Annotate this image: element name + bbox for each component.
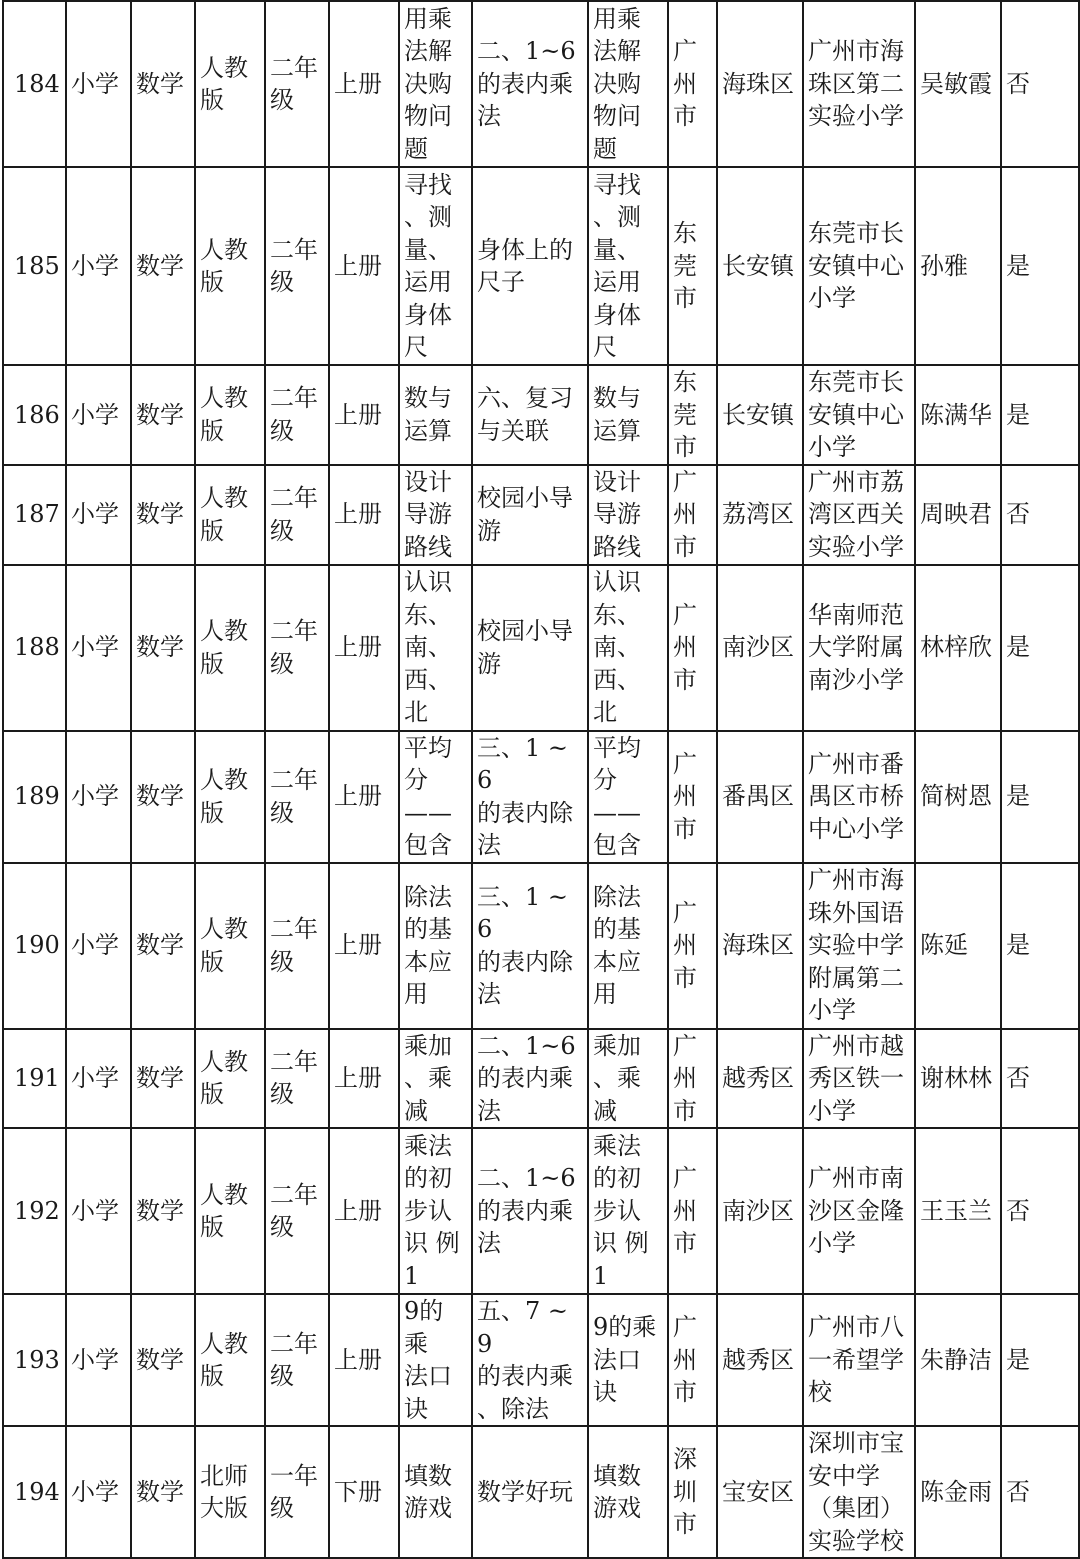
table-row [3,863,1079,1029]
topic-cell: 认识 东、 南、 西、 北 [399,565,472,731]
lesson-cell: 填数 游戏 [588,1426,668,1558]
school-cell: 华南师范 大学附属 南沙小学 [803,565,915,731]
edition-cell: 人教 版 [195,1128,265,1294]
edition-cell: 人教 版 [195,1294,265,1426]
topic-cell: 除法 的基 本应 用 [399,863,472,1029]
volume-cell: 上册 [329,863,399,1029]
volume-cell: 上册 [329,1029,399,1129]
grade-cell: 二年 级 [265,731,329,863]
teacher-cell: 谢林林 [915,1029,1001,1129]
lesson-cell: 9的乘 法口 诀 [588,1294,668,1426]
lesson-cell: 设计 导游 路线 [588,465,668,565]
subject-cell: 数学 [131,1294,195,1426]
unit-cell: 数学好玩 [472,1426,588,1558]
table-row [3,365,1079,465]
data-table [2,0,1080,1559]
edition-cell: 人教 版 [195,863,265,1029]
stage-cell: 小学 [66,1029,131,1129]
edition-cell: 北师 大版 [195,1426,265,1558]
district-cell: 番禺区 [717,731,803,863]
lesson-cell: 除法 的基 本应 用 [588,863,668,1029]
city-cell: 广 州 市 [668,863,717,1029]
row-number-cell: 189 [3,731,66,863]
lesson-cell: 乘法 的初 步认 识 例1 [588,1128,668,1294]
unit-cell: 校园小导 游 [472,565,588,731]
teacher-cell: 周映君 [915,465,1001,565]
teacher-cell: 王玉兰 [915,1128,1001,1294]
volume-cell: 上册 [329,1294,399,1426]
school-cell: 广州市番 禺区市桥 中心小学 [803,731,915,863]
school-cell: 广州市越 秀区铁一 小学 [803,1029,915,1129]
unit-cell: 五、7 ~ 9 的表内乘 、除法 [472,1294,588,1426]
row-number-cell: 194 [3,1426,66,1558]
flag-cell: 是 [1001,365,1079,465]
stage-cell: 小学 [66,465,131,565]
grade-cell: 二年 级 [265,365,329,465]
volume-cell: 上册 [329,1,399,167]
row-number-cell: 185 [3,167,66,365]
city-cell: 广 州 市 [668,1128,717,1294]
district-cell: 越秀区 [717,1029,803,1129]
grade-cell: 二年 级 [265,167,329,365]
topic-cell: 乘法 的初 步认 识 例 1 [399,1128,472,1294]
school-cell: 深圳市宝 安中学 （集团） 实验学校 [803,1426,915,1558]
teacher-cell: 陈延 [915,863,1001,1029]
district-cell: 南沙区 [717,565,803,731]
lesson-cell: 平均 分 —— 包含 [588,731,668,863]
stage-cell: 小学 [66,365,131,465]
district-cell: 长安镇 [717,167,803,365]
school-cell: 广州市南 沙区金隆 小学 [803,1128,915,1294]
school-cell: 广州市荔 湾区西关 实验小学 [803,465,915,565]
edition-cell: 人教 版 [195,365,265,465]
row-number-cell: 192 [3,1128,66,1294]
subject-cell: 数学 [131,1,195,167]
city-cell: 东 莞 市 [668,365,717,465]
lesson-cell: 数与 运算 [588,365,668,465]
flag-cell: 否 [1001,1,1079,167]
teacher-cell: 朱静洁 [915,1294,1001,1426]
unit-cell: 二、1~6 的表内乘 法 [472,1,588,167]
topic-cell: 数与 运算 [399,365,472,465]
teacher-cell: 陈金雨 [915,1426,1001,1558]
grade-cell: 二年 级 [265,465,329,565]
district-cell: 南沙区 [717,1128,803,1294]
row-number-cell: 186 [3,365,66,465]
edition-cell: 人教 版 [195,167,265,365]
table-row [3,1426,1079,1558]
subject-cell: 数学 [131,167,195,365]
unit-cell: 三、1 ~ 6 的表内除 法 [472,863,588,1029]
teacher-cell: 孙雅 [915,167,1001,365]
grade-cell: 二年 级 [265,1,329,167]
row-number-cell: 184 [3,1,66,167]
unit-cell: 二、1~6 的表内乘 法 [472,1128,588,1294]
volume-cell: 上册 [329,365,399,465]
unit-cell: 六、复习 与关联 [472,365,588,465]
grade-cell: 二年 级 [265,565,329,731]
city-cell: 广 州 市 [668,731,717,863]
subject-cell: 数学 [131,365,195,465]
topic-cell: 寻找 、测 量、 运用 身体 尺 [399,167,472,365]
lesson-cell: 用乘 法解 决购 物问 题 [588,1,668,167]
school-cell: 广州市八 一希望学 校 [803,1294,915,1426]
district-cell: 海珠区 [717,1,803,167]
teacher-cell: 简树恩 [915,731,1001,863]
teacher-cell: 吴敏霞 [915,1,1001,167]
flag-cell: 是 [1001,1294,1079,1426]
city-cell: 深 圳 市 [668,1426,717,1558]
unit-cell: 校园小导 游 [472,465,588,565]
teacher-cell: 陈满华 [915,365,1001,465]
lesson-cell: 乘加 、乘 减 [588,1029,668,1129]
row-number-cell: 193 [3,1294,66,1426]
flag-cell: 否 [1001,1426,1079,1558]
stage-cell: 小学 [66,1,131,167]
flag-cell: 是 [1001,167,1079,365]
school-cell: 广州市海 珠外国语 实验中学 附属第二 小学 [803,863,915,1029]
edition-cell: 人教 版 [195,1029,265,1129]
city-cell: 广 州 市 [668,1029,717,1129]
grade-cell: 二年 级 [265,1294,329,1426]
unit-cell: 二、1~6 的表内乘 法 [472,1029,588,1129]
subject-cell: 数学 [131,565,195,731]
table-row [3,1294,1079,1426]
flag-cell: 否 [1001,465,1079,565]
lesson-cell: 认识 东、 南、 西、 北 [588,565,668,731]
district-cell: 宝安区 [717,1426,803,1558]
topic-cell: 用乘 法解 决购 物问 题 [399,1,472,167]
school-cell: 广州市海 珠区第二 实验小学 [803,1,915,167]
unit-cell: 三、1 ~ 6 的表内除 法 [472,731,588,863]
row-number-cell: 190 [3,863,66,1029]
grade-cell: 二年 级 [265,1029,329,1129]
unit-cell: 身体上的 尺子 [472,167,588,365]
volume-cell: 上册 [329,465,399,565]
topic-cell: 填数 游戏 [399,1426,472,1558]
district-cell: 荔湾区 [717,465,803,565]
district-cell: 长安镇 [717,365,803,465]
volume-cell: 下册 [329,1426,399,1558]
table-row [3,1029,1079,1129]
city-cell: 广 州 市 [668,1294,717,1426]
flag-cell: 是 [1001,731,1079,863]
table-row [3,1128,1079,1294]
teacher-cell: 林梓欣 [915,565,1001,731]
stage-cell: 小学 [66,565,131,731]
edition-cell: 人教 版 [195,731,265,863]
table-row [3,1,1079,167]
row-number-cell: 191 [3,1029,66,1129]
stage-cell: 小学 [66,731,131,863]
subject-cell: 数学 [131,1426,195,1558]
stage-cell: 小学 [66,167,131,365]
topic-cell: 乘加 、乘 减 [399,1029,472,1129]
table-row [3,465,1079,565]
flag-cell: 是 [1001,863,1079,1029]
district-cell: 越秀区 [717,1294,803,1426]
volume-cell: 上册 [329,1128,399,1294]
subject-cell: 数学 [131,465,195,565]
grade-cell: 二年 级 [265,863,329,1029]
volume-cell: 上册 [329,565,399,731]
city-cell: 广 州 市 [668,465,717,565]
topic-cell: 平均 分 —— 包含 [399,731,472,863]
table-row [3,565,1079,731]
stage-cell: 小学 [66,1294,131,1426]
flag-cell: 否 [1001,1029,1079,1129]
city-cell: 东 莞 市 [668,167,717,365]
city-cell: 广 州 市 [668,565,717,731]
table-row [3,731,1079,863]
volume-cell: 上册 [329,731,399,863]
district-cell: 海珠区 [717,863,803,1029]
table-body [3,1,1079,1558]
edition-cell: 人教 版 [195,1,265,167]
flag-cell: 否 [1001,1128,1079,1294]
flag-cell: 是 [1001,565,1079,731]
subject-cell: 数学 [131,1128,195,1294]
school-cell: 东莞市长 安镇中心 小学 [803,365,915,465]
city-cell: 广 州 市 [668,1,717,167]
subject-cell: 数学 [131,731,195,863]
stage-cell: 小学 [66,1128,131,1294]
edition-cell: 人教 版 [195,465,265,565]
topic-cell: 设计 导游 路线 [399,465,472,565]
grade-cell: 一年 级 [265,1426,329,1558]
stage-cell: 小学 [66,1426,131,1558]
grade-cell: 二年 级 [265,1128,329,1294]
lesson-cell: 寻找 、测 量、 运用 身体 尺 [588,167,668,365]
edition-cell: 人教 版 [195,565,265,731]
subject-cell: 数学 [131,1029,195,1129]
row-number-cell: 188 [3,565,66,731]
subject-cell: 数学 [131,863,195,1029]
topic-cell: 9的乘 法口 诀 [399,1294,472,1426]
table-row [3,167,1079,365]
row-number-cell: 187 [3,465,66,565]
volume-cell: 上册 [329,167,399,365]
stage-cell: 小学 [66,863,131,1029]
school-cell: 东莞市长 安镇中心 小学 [803,167,915,365]
